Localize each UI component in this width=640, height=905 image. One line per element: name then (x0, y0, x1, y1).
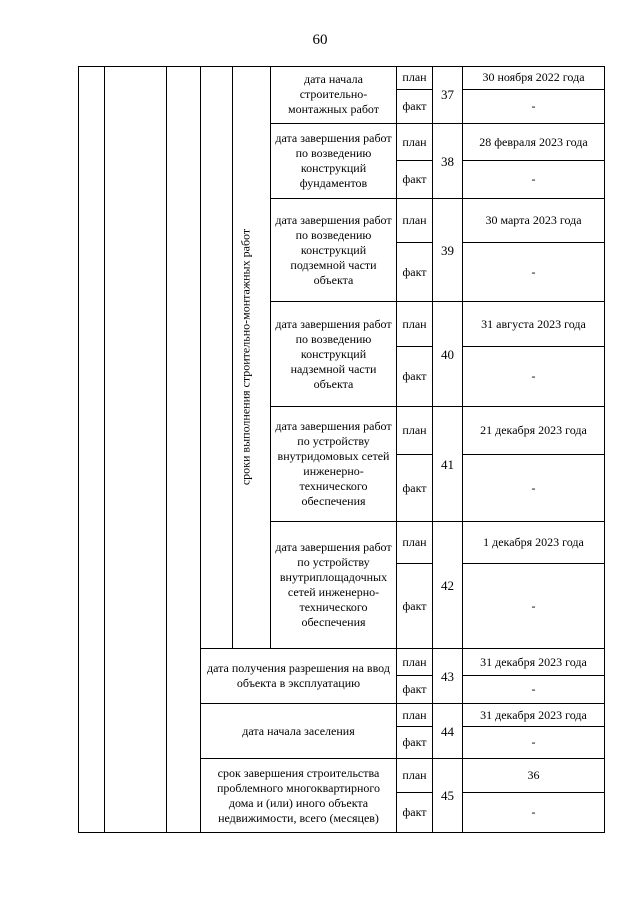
row-39-plan-label: план (402, 213, 427, 227)
row-43-number: 43 (441, 668, 454, 684)
row-40-plan-label: план (402, 316, 427, 331)
row-42-name: дата завершения работ по устройству внутриплощадочных сетей инженерно-технического обеспечения (275, 540, 392, 629)
row-41-fact-value: - (531, 480, 536, 495)
row-44-name: дата начала заселения (242, 723, 355, 738)
row-40-fact-label: факт (402, 369, 427, 383)
row-38-fact-label: факт (402, 172, 427, 186)
row-39-number: 39 (441, 242, 454, 258)
row-37-plan-label: план (402, 70, 427, 84)
row-43-plan-label: план (402, 654, 427, 669)
row-40-plan-value: 31 августа 2023 года (481, 316, 586, 331)
row-37-name: дата начала строительно-монтажных работ (287, 72, 380, 116)
row-45-number: 45 (441, 788, 454, 803)
row-43-plan-value: 31 декабря 2023 года (480, 654, 587, 669)
section-label: сроки выполнения строительно-монтажных работ (238, 228, 253, 486)
row-44-fact-value: - (531, 735, 536, 749)
row-42-fact-value: - (531, 598, 536, 613)
row-41-plan-value: 21 декабря 2023 года (480, 423, 587, 437)
row-38-name: дата завершения работ по возведению конструкций фундаментов (275, 131, 392, 190)
row-39-fact-label: факт (402, 264, 427, 279)
row-45-plan-value: 36 (527, 768, 540, 782)
row-44-fact-label: факт (402, 735, 427, 749)
row-41-number: 41 (441, 456, 454, 472)
row-40-fact-value: - (531, 369, 536, 383)
row-43-name: дата получения разрешения на ввод объекта в эксплуатацию (207, 661, 390, 690)
row-39-plan-value: 30 марта 2023 года (485, 213, 582, 227)
row-42-number: 42 (441, 577, 454, 593)
row-45-plan-label: план (402, 768, 427, 782)
row-38-plan-value: 28 февраля 2023 года (479, 134, 588, 149)
row-39-name: дата завершения работ по возведению конструкций подземной части объекта (275, 212, 392, 287)
row-43-fact-value: - (531, 682, 536, 696)
row-40-number: 40 (441, 346, 454, 362)
row-44-number: 44 (441, 723, 454, 739)
row-39-fact-value: - (531, 264, 536, 279)
row-45-fact-value: - (531, 805, 536, 819)
row-41-name: дата завершения работ по устройству внутридомовых сетей инженерно-технического обеспечения (275, 419, 392, 508)
row-41-fact-label: факт (402, 480, 427, 495)
row-37-plan-value: 30 ноября 2022 года (482, 70, 585, 84)
row-38-fact-value: - (531, 172, 536, 186)
row-45-name: срок завершения строительства проблемного многоквартирного дома и (или) иного объекта недвижимости, всего (месяцев) (216, 765, 381, 825)
row-42-fact-label: факт (402, 598, 427, 613)
row-43-fact-label: факт (402, 682, 427, 696)
row-42-plan-value: 1 декабря 2023 года (483, 535, 584, 549)
row-41-plan-label: план (402, 423, 427, 437)
row-37-fact-label: факт (402, 99, 427, 113)
row-37-fact-value: - (531, 99, 536, 113)
page-number: 60 (312, 32, 328, 48)
row-44-plan-value: 31 декабря 2023 года (480, 707, 587, 722)
row-38-number: 38 (441, 153, 454, 169)
row-45-fact-label: факт (402, 805, 427, 819)
row-37-number: 37 (441, 87, 454, 102)
row-40-name: дата завершения работ по возведению конструкций надземной части объекта (275, 316, 392, 391)
row-44-plan-label: план (402, 707, 427, 722)
row-38-plan-label: план (402, 134, 427, 149)
row-42-plan-label: план (402, 535, 427, 549)
